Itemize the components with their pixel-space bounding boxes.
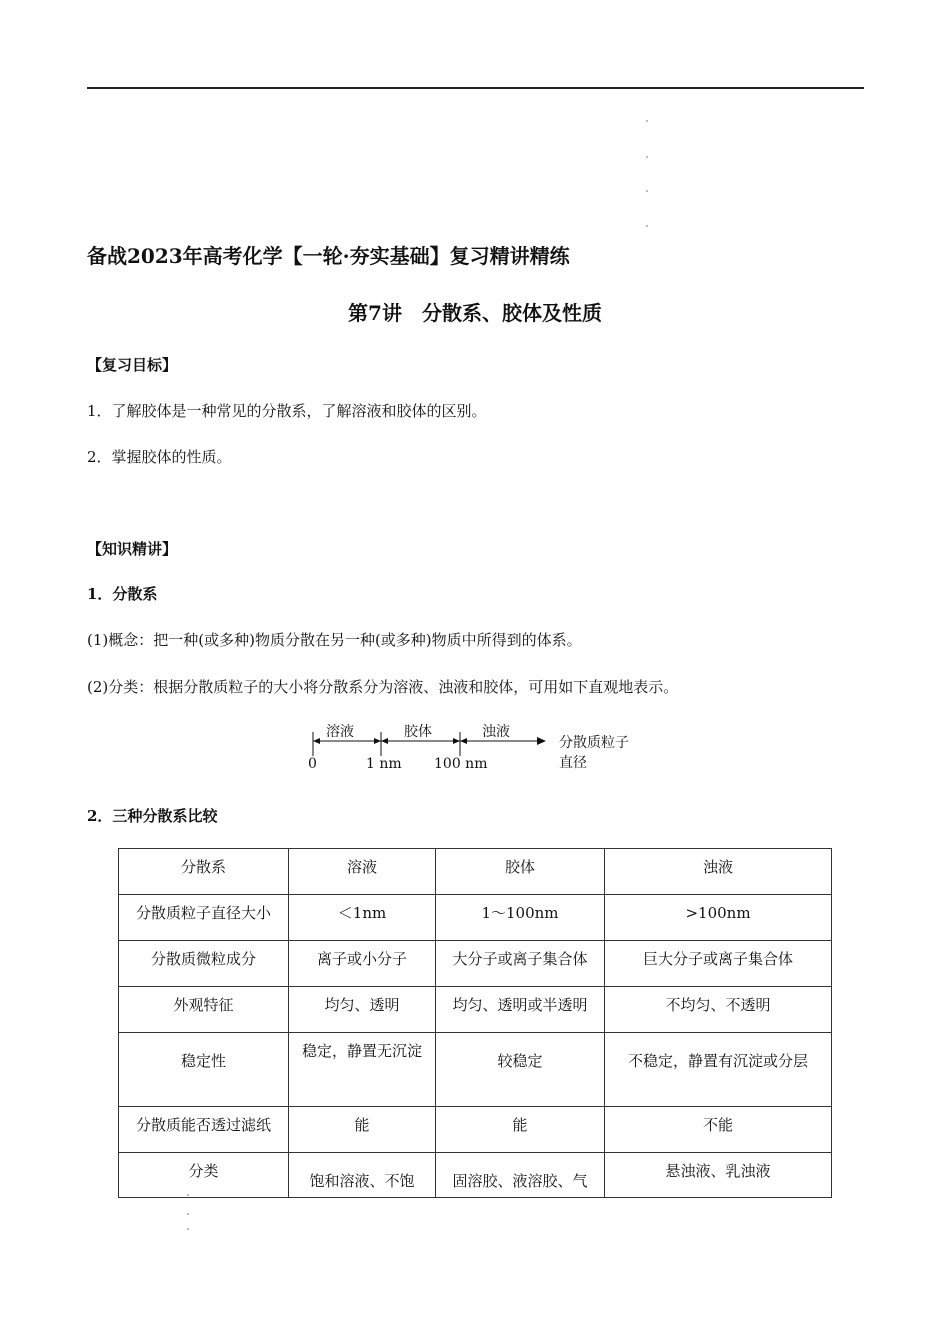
table-row bbox=[119, 1153, 832, 1198]
table-cell: 离子或小分子 bbox=[289, 941, 436, 987]
artifact-dot bbox=[646, 225, 648, 227]
artifact-dot bbox=[187, 1228, 189, 1230]
table-cell: 1～100nm bbox=[436, 895, 605, 941]
table-cell: 分散质能否透过滤纸 bbox=[119, 1107, 289, 1153]
table-cell: 不稳定，静置有沉淀或分层 bbox=[605, 1033, 832, 1107]
artifact-dot bbox=[187, 1194, 189, 1196]
arrow-head bbox=[313, 738, 320, 744]
table-row bbox=[119, 941, 832, 987]
table-cell: 能 bbox=[289, 1107, 436, 1153]
table-header-row bbox=[119, 849, 832, 895]
table-cell: 稳定性 bbox=[119, 1033, 289, 1107]
table-cell: 能 bbox=[436, 1107, 605, 1153]
tick-1nm: 1 nm bbox=[366, 756, 402, 772]
document-title: 备战2023年高考化学【一轮·夯实基础】复习精讲精练 bbox=[87, 244, 570, 268]
knowledge-heading: 【知识精讲】 bbox=[87, 540, 178, 558]
table-cell: 外观特征 bbox=[119, 987, 289, 1033]
goals-heading: 【复习目标】 bbox=[87, 356, 178, 374]
table-header-cell: 胶体 bbox=[436, 849, 605, 895]
table-header-cell: 浊液 bbox=[605, 849, 832, 895]
table-cell: 固溶胶、液溶胶、气 bbox=[436, 1153, 605, 1198]
table-cell: 均匀、透明 bbox=[289, 987, 436, 1033]
artifact-dot bbox=[187, 1213, 189, 1215]
table-cell: 巨大分子或离子集合体 bbox=[605, 941, 832, 987]
table-row bbox=[119, 1107, 832, 1153]
table-cell: 较稳定 bbox=[436, 1033, 605, 1107]
table-cell: ＜1nm bbox=[289, 895, 436, 941]
table-cell: 分类 bbox=[119, 1153, 289, 1198]
table-cell: 分散质微粒成分 bbox=[119, 941, 289, 987]
segment-solution: 溶液 bbox=[326, 724, 354, 740]
axis-label: 分散质粒子 bbox=[559, 735, 629, 751]
comparison-table bbox=[118, 848, 832, 1198]
artifact-dot bbox=[646, 190, 648, 192]
classify-text: (2)分类：根据分散质粒子的大小将分散系分为溶液、浊液和胶体，可用如下直观地表示。 bbox=[87, 678, 679, 696]
axis-label: 直径 bbox=[559, 755, 587, 771]
table-header-cell: 分散系 bbox=[119, 849, 289, 895]
particle-size-diagram bbox=[300, 718, 660, 776]
section-dispersion-system: 1．分散系 bbox=[87, 585, 158, 603]
table-cell: 饱和溶液、不饱 bbox=[289, 1153, 436, 1198]
arrow-head bbox=[374, 738, 381, 744]
table-row bbox=[119, 895, 832, 941]
table-cell: 分散质粒子直径大小 bbox=[119, 895, 289, 941]
tick-0: 0 bbox=[308, 756, 317, 772]
table-cell: 大分子或离子集合体 bbox=[436, 941, 605, 987]
table-cell: 均匀、透明或半透明 bbox=[436, 987, 605, 1033]
goal-item: 2．掌握胶体的性质。 bbox=[87, 448, 232, 466]
segment-colloid: 胶体 bbox=[404, 724, 432, 740]
arrow-head bbox=[537, 737, 546, 745]
section-comparison: 2．三种分散系比较 bbox=[87, 807, 218, 825]
artifact-dot bbox=[646, 120, 648, 122]
table-cell: 不能 bbox=[605, 1107, 832, 1153]
table-header-cell: 溶液 bbox=[289, 849, 436, 895]
artifact-dot bbox=[646, 156, 648, 158]
lesson-title: 第7讲 分散系、胶体及性质 bbox=[348, 301, 602, 325]
arrow-head bbox=[453, 738, 460, 744]
table-cell: 不均匀、不透明 bbox=[605, 987, 832, 1033]
segment-suspension: 浊液 bbox=[482, 724, 510, 740]
table-row bbox=[119, 1033, 832, 1107]
table-row bbox=[119, 987, 832, 1033]
header-rule bbox=[87, 87, 864, 89]
table-cell: 稳定，静置无沉淀 bbox=[289, 1033, 436, 1107]
goal-item: 1．了解胶体是一种常见的分散系，了解溶液和胶体的区别。 bbox=[87, 402, 487, 420]
table-cell: >100nm bbox=[605, 895, 832, 941]
tick-100nm: 100 nm bbox=[434, 756, 488, 772]
table-cell: 悬浊液、乳浊液 bbox=[605, 1153, 832, 1198]
arrow-head bbox=[381, 738, 388, 744]
arrow-head bbox=[460, 738, 467, 744]
concept-text: (1)概念：把一种(或多种)物质分散在另一种(或多种)物质中所得到的体系。 bbox=[87, 631, 582, 649]
